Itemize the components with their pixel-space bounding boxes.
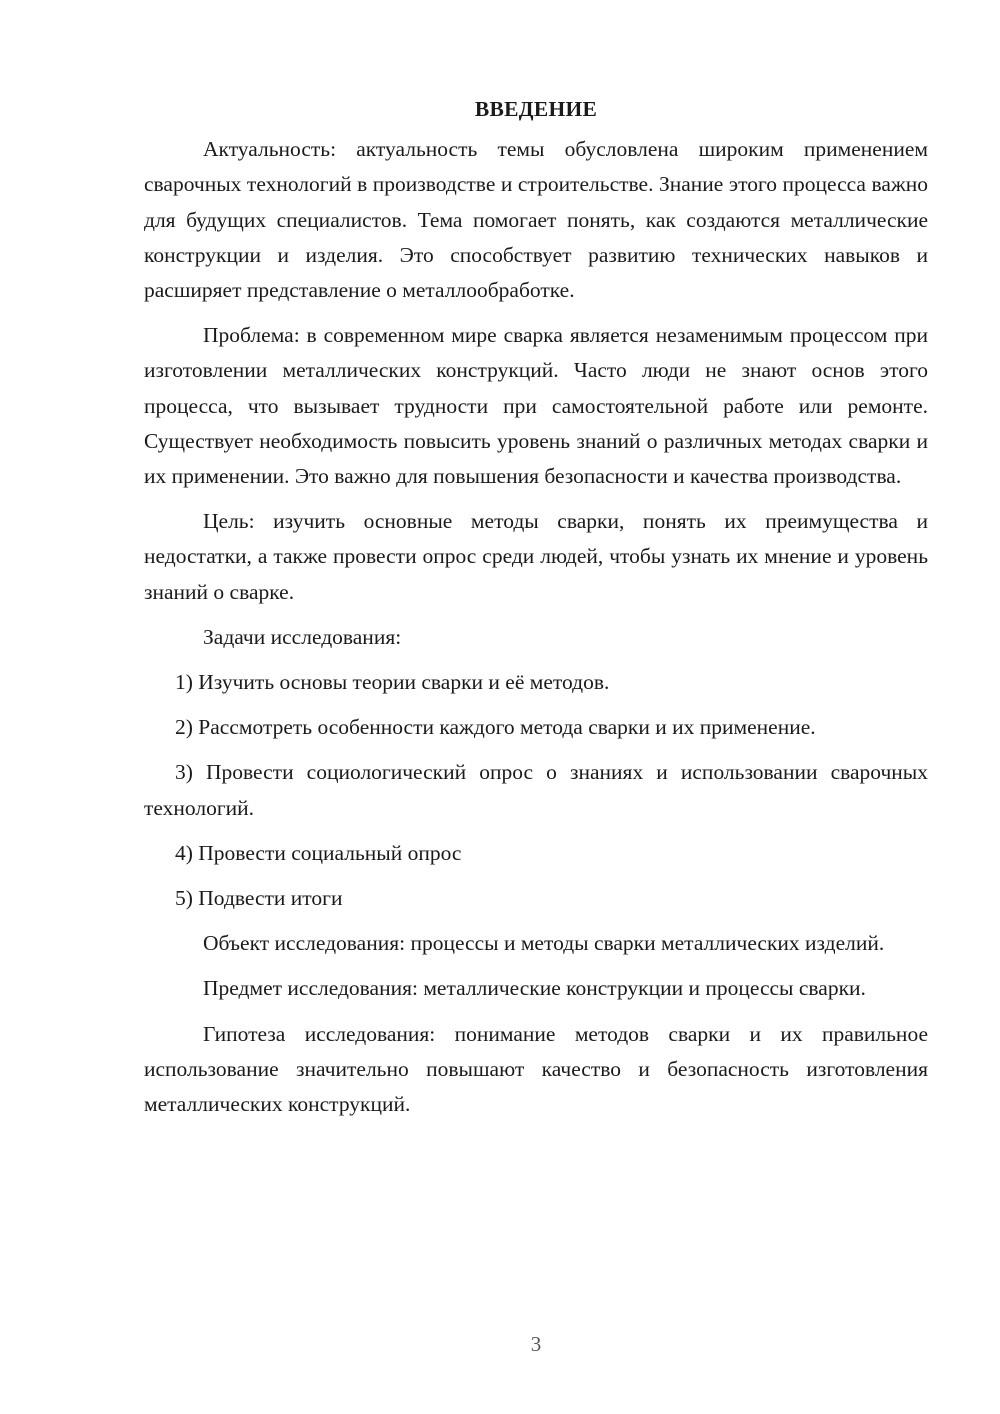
section-title: ВВЕДЕНИЕ	[474, 97, 598, 121]
paragraph-subject: Предмет исследования: металлические конструкции и процессы сварки.	[203, 976, 866, 1001]
page-number: 3	[530, 1332, 542, 1356]
paragraph-relevance: Актуальность: актуальность темы обусловлена широким применением сварочных технологий в производстве и строительстве. Знание этого процесса важно для будущих специалистов. Тема помогает понять, как создаются металлические конструкции и изделия. Это способствует развитию технических навыков и расширяет представление о металлообработке.	[144, 137, 928, 303]
task-item-3: 3) Провести социологический опрос о знаниях и использовании сварочных технологий.	[144, 760, 928, 820]
task-item-2: 2) Рассмотреть особенности каждого метода сварки и их применение.	[175, 715, 816, 740]
paragraph-goal: Цель: изучить основные методы сварки, понять их преимущества и недостатки, а также провести опрос среди людей, чтобы узнать их мнение и уровень знаний о сварке.	[144, 509, 928, 604]
paragraph-hypothesis: Гипотеза исследования: понимание методов сварки и их правильное использование значительно повышают качество и безопасность изготовления металлических конструкций.	[144, 1021, 928, 1117]
task-item-4: 4) Провести социальный опрос	[175, 840, 462, 865]
paragraph-tasks-heading: Задачи исследования:	[203, 624, 402, 649]
paragraph-problem: Проблема: в современном мире сварка является незаменимым процессом при изготовлении металлических конструкций. Часто люди не знают основ этого процесса, что вызывает трудности при самостоятельной работе или ремонте. Существует необходимость повысить уровень знаний о различных методах сварки и их применении. Это важно для повышения безопасности и качества производства.	[144, 323, 928, 489]
task-item-5: 5) Подвести итоги	[175, 886, 343, 911]
paragraph-object: Объект исследования: процессы и методы сварки металлических изделий.	[203, 931, 885, 956]
page-content	[144, 92, 928, 1122]
task-item-1: 1) Изучить основы теории сварки и её методов.	[175, 670, 610, 695]
